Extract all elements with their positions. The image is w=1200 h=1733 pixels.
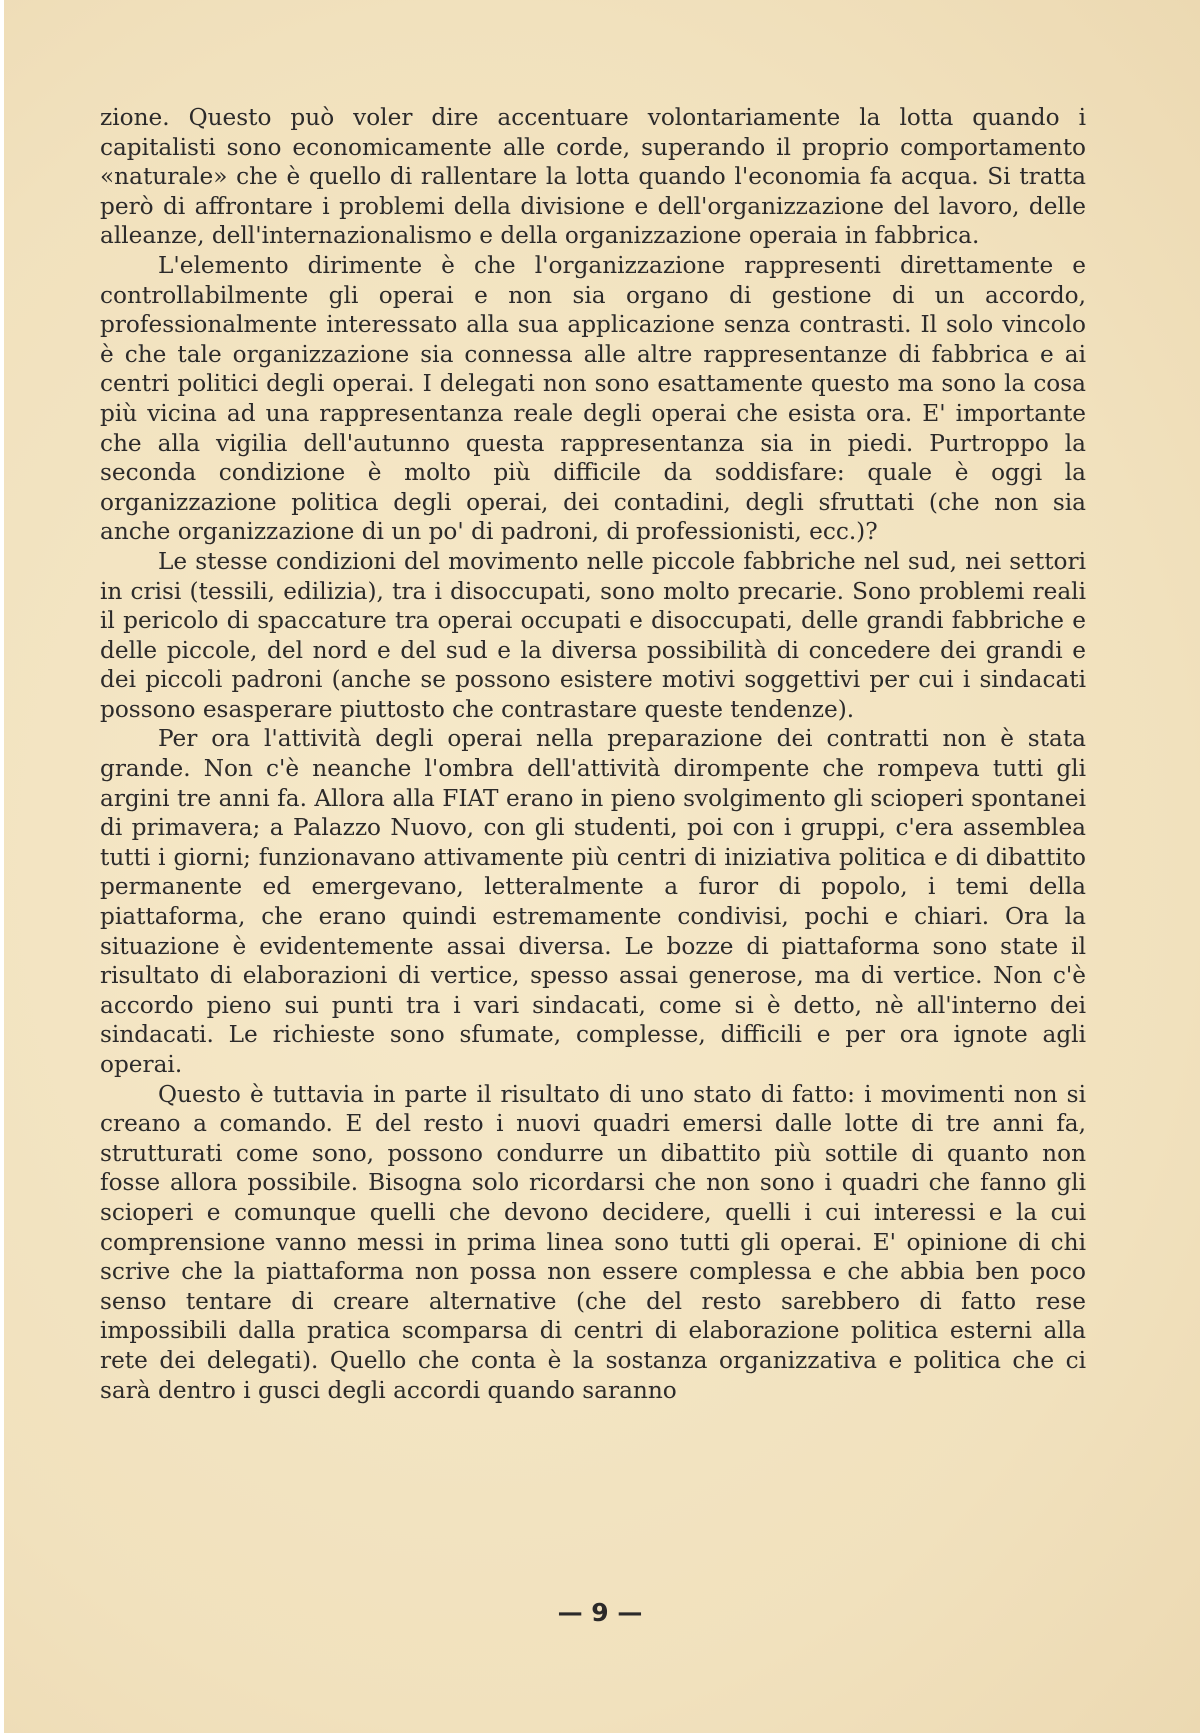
scanned-page bbox=[4, 0, 1200, 1733]
paragraph-2: L'elemento dirimente è che l'organizzazione rappresenti direttamente e controllabilmente gli operai e non sia organo di gestione di un accordo, professionalmente interessato alla sua applicazione senza contrasti. Il solo vincolo è che tale organizzazione sia connessa alle altre rappresentanze di fabbrica e ai centri politici degli operai. I delegati non sono esattamente questo ma sono la cosa più vicina ad una rappresentanza reale degli operai che esista ora. E' importante che alla vigilia dell'autunno questa rappresentanza sia in piedi. Purtroppo la seconda condizione è molto più difficile da soddisfare: quale è oggi la organizzazione politica degli operai, dei contadini, degli sfruttati (che non sia anche organizzazione di un po' di padroni, di professionisti, ecc.)? bbox=[100, 251, 1086, 546]
paragraph-1: zione. Questo può voler dire accentuare volontariamente la lotta quando i capitalisti sono economicamente alle corde, superando il proprio comportamento «naturale» che è quello di rallentare la lotta quando l'economia fa acqua. Si tratta però di affrontare i problemi della divisione e dell'organizzazione del lavoro, delle alleanze, dell'internazionalismo e della organizzazione operaia in fabbrica. bbox=[100, 104, 1086, 250]
paragraph-5: Questo è tuttavia in parte il risultato di uno stato di fatto: i movimenti non si creano a comando. E del resto i nuovi quadri emersi dalle lotte di tre anni fa, strutturati come sono, possono condurre un dibattito più sottile di quanto non fosse allora possibile. Bisogna solo ricordarsi che non sono i quadri che fanno gli scioperi e comunque quelli che devono decidere, quelli i cui interessi e la cui comprensione vanno messi in prima linea sono tutti gli operai. E' opinione di chi scrive che la piattaforma non possa non essere complessa e che abbia ben poco senso tentare di creare alternative (che del resto sarebbero di fatto rese impossibili dalla pratica scomparsa di centri di elaborazione politica esterni alla rete dei delegati). Quello che conta è la sostanza organizzativa e politica che ci sarà dentro i gusci degli accordi quando saranno bbox=[100, 1080, 1086, 1404]
body-text bbox=[100, 103, 1086, 1405]
paragraph-3: Le stesse condizioni del movimento nelle piccole fabbriche nel sud, nei settori in crisi (tessili, edilizia), tra i disoccupati, sono molto precarie. Sono problemi reali il pericolo di spaccature tra operai occupati e disoccupati, delle grandi fabbriche e delle piccole, del nord e del sud e la diversa possibilità di concedere dei grandi e dei piccoli padroni (anche se possono esistere motivi soggettivi per cui i sindacati possono esasperare piuttosto che contrastare queste tendenze). bbox=[100, 547, 1086, 723]
paragraph-4: Per ora l'attività degli operai nella preparazione dei contratti non è stata grande. Non c'è neanche l'ombra dell'attività dirompente che rompeva tutti gli argini tre anni fa. Allora alla FIAT erano in pieno svolgimento gli scioperi spontanei di primavera; a Palazzo Nuovo, con gli studenti, poi con i gruppi, c'era assemblea tutti i giorni; funzionavano attivamente più centri di iniziativa politica e di dibattito permanente ed emergevano, letteralmente a furor di popolo, i temi della piattaforma, che erano quindi estremamente condivisi, pochi e chiari. Ora la situazione è evidentemente assai diversa. Le bozze di piattaforma sono state il risultato di elaborazioni di vertice, spesso assai generose, ma di vertice. Non c'è accordo pieno sui punti tra i vari sindacati, come si è detto, nè all'interno dei sindacati. Le richieste sono sfumate, complesse, difficili e per ora ignote agli operai. bbox=[100, 725, 1086, 1078]
page-number: — 9 — bbox=[557, 1598, 643, 1627]
